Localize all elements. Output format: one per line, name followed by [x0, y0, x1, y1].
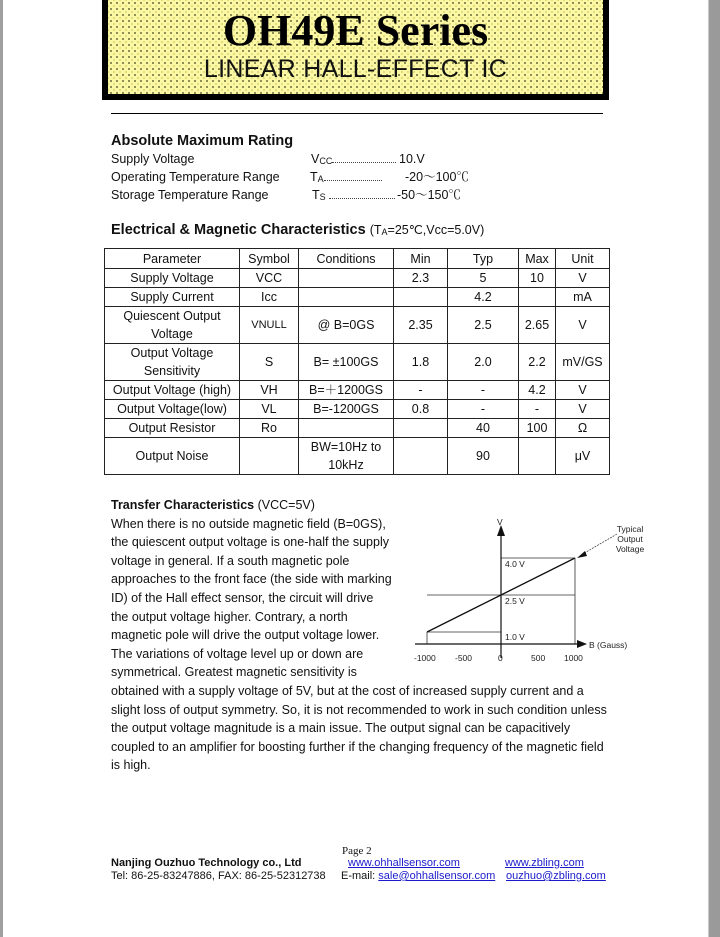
cell-parameter: Output Noise [105, 438, 240, 475]
col-header: Symbol [240, 249, 299, 269]
x-tick: 500 [531, 653, 546, 663]
footer-tel: Tel: 86-25-83247886, FAX: 86-25-52312738 [111, 870, 326, 882]
col-header: Max [519, 249, 556, 269]
table-row [105, 400, 610, 419]
cell-typ: 40 [448, 419, 519, 438]
cell-max: - [519, 400, 556, 419]
cell-unit: mA [556, 288, 610, 307]
abs-max-value: 10.V [399, 152, 425, 166]
table-row [105, 269, 610, 288]
cell-min: 1.8 [394, 344, 448, 381]
annotation-line: Typical [616, 524, 644, 534]
cell-min [394, 288, 448, 307]
cell-max: 2.2 [519, 344, 556, 381]
cell-max: 10 [519, 269, 556, 288]
cell-max: 100 [519, 419, 556, 438]
footer-email-link-1[interactable]: sale@ohhallsensor.com [378, 870, 496, 882]
table-row [105, 438, 610, 475]
footer-email: E-mail: sale@ohhallsensor.com [341, 870, 496, 882]
abs-max-symbol: $T_A$ [310, 168, 382, 188]
cell-symbol: VL [240, 400, 299, 419]
table-row [105, 288, 610, 307]
transfer-chart [405, 510, 655, 670]
elec-heading: Electrical & Magnetic Characteristics $(T_A=25℃,Vcc=5.0V)$ [111, 222, 485, 238]
elec-conditions: $(T_A=25℃,Vcc=5.0V)$ [369, 223, 485, 237]
abs-max-value: -50～150℃ [397, 188, 461, 202]
abs-max-label: Supply Voltage [111, 152, 195, 166]
abs-max-symbol: $V_{CC}$ [311, 150, 396, 170]
cell-typ: 4.2 [448, 288, 519, 307]
abs-max-row-supply [111, 150, 511, 168]
transfer-line: the output voltage magnitude is a main issue. The output signal can be capacitively [111, 721, 571, 736]
cell-conditions [299, 269, 394, 288]
cell-parameter: Quiescent Output Voltage [105, 307, 240, 344]
x-axis-arrow-icon [577, 640, 587, 648]
cell-typ: - [448, 381, 519, 400]
cell-unit: V [556, 307, 610, 344]
cell-typ: 2.0 [448, 344, 519, 381]
transfer-line: approaches to the front face (the side with marking [111, 572, 392, 587]
cell-conditions: B=-1200GS [299, 400, 394, 419]
cell-parameter: Output Resistor [105, 419, 240, 438]
cell-parameter: Output Voltage(low) [105, 400, 240, 419]
abs-max-symbol: $T_S$ [312, 186, 395, 206]
y-label-1v: 1.0 V [505, 632, 525, 642]
transfer-line: When there is no outside magnetic field (B=0GS), [111, 516, 386, 531]
cell-typ: 2.5 [448, 307, 519, 344]
cell-max [519, 288, 556, 307]
x-tick: -500 [455, 653, 473, 663]
cell-conditions [299, 419, 394, 438]
y-label-4v: 4.0 V [505, 559, 525, 569]
col-header: Unit [556, 249, 610, 269]
transfer-line: the output voltage higher. Contrary, a north [111, 609, 348, 624]
x-tick: 1000 [564, 653, 583, 663]
x-tick: 0 [498, 653, 503, 663]
abs-max-value: -20～100℃ [405, 170, 469, 184]
cell-min [394, 419, 448, 438]
abs-max-row-operating [111, 168, 511, 186]
cell-max [519, 438, 556, 475]
cell-unit: V [556, 400, 610, 419]
cell-parameter: Supply Voltage [105, 269, 240, 288]
spec-table [104, 248, 610, 475]
transfer-line: the quiescent output voltage is one-half the supply [111, 535, 389, 550]
cell-parameter: Output Voltage (high) [105, 381, 240, 400]
cell-symbol: VNULL [240, 307, 299, 344]
col-header: Parameter [105, 249, 240, 269]
cell-typ: 90 [448, 438, 519, 475]
table-row [105, 344, 610, 381]
cell-max: 4.2 [519, 381, 556, 400]
annotation-line: Voltage [615, 544, 645, 554]
table-row [105, 307, 610, 344]
cell-min: 2.35 [394, 307, 448, 344]
cell-symbol: Ro [240, 419, 299, 438]
cell-unit: V [556, 381, 610, 400]
table-row [105, 419, 610, 438]
product-subtitle: LINEAR HALL-EFFECT IC [203, 55, 508, 83]
table-header-row [105, 249, 610, 269]
footer-company: Nanjing Ouzhuo Technology co., Ltd [111, 857, 302, 869]
transfer-line: obtained with a supply voltage of 5V, but at the cost of increased supply current and a [111, 683, 584, 698]
footer-email-link-2[interactable]: ouzhuo@zbling.com [506, 870, 606, 882]
transfer-line: slight loss of output symmetry. So, it is not recommended to work in such condition unless [111, 702, 607, 717]
table-row [105, 381, 610, 400]
cell-unit: μV [556, 438, 610, 475]
cell-conditions: B=＋1200GS [299, 381, 394, 400]
cell-max: 2.65 [519, 307, 556, 344]
transfer-line: magnetic pole will drive the output voltage lower. [111, 628, 380, 643]
cell-min: - [394, 381, 448, 400]
cell-min: 0.8 [394, 400, 448, 419]
col-header: Typ [448, 249, 519, 269]
col-header: Conditions [299, 249, 394, 269]
cell-conditions: B= ±100GS [299, 344, 394, 381]
transfer-line: ID) of the Hall effect sensor, the circuit will drive [111, 590, 374, 605]
col-header: Min [394, 249, 448, 269]
product-title: OH49E Series [222, 6, 489, 55]
cell-symbol: VH [240, 381, 299, 400]
transfer-line: The variations of voltage level up or down are [111, 646, 364, 661]
x-tick: -1000 [414, 653, 436, 663]
cell-conditions: BW=10Hz to 10kHz [299, 438, 394, 475]
y-axis-label: V [497, 517, 503, 527]
page-number: Page 2 [342, 845, 372, 857]
cell-unit: Ω [556, 419, 610, 438]
cell-conditions [299, 288, 394, 307]
cell-unit: mV/GS [556, 344, 610, 381]
abs-max-heading: Absolute Maximum Rating [111, 133, 294, 149]
cell-parameter: Supply Current [105, 288, 240, 307]
annotation-line: Output [617, 534, 643, 544]
cell-typ: - [448, 400, 519, 419]
cell-symbol: Icc [240, 288, 299, 307]
cell-conditions: @ B=0GS [299, 307, 394, 344]
title-banner [102, 0, 609, 100]
cell-typ: 5 [448, 269, 519, 288]
cell-symbol: VCC [240, 269, 299, 288]
cell-parameter: Output Voltage Sensitivity [105, 344, 240, 381]
footer-website-2[interactable]: www.zbling.com [505, 857, 584, 869]
cell-min: 2.3 [394, 269, 448, 288]
scrollbar-track[interactable] [708, 0, 720, 937]
footer-website-1[interactable]: www.ohhallsensor.com [348, 857, 460, 869]
cell-min [394, 438, 448, 475]
header-divider [111, 113, 603, 114]
x-axis-label: B (Gauss) [589, 640, 628, 650]
transfer-line: coupled to an amplifier for boosting further if the changing frequency of the magnetic field [111, 739, 604, 754]
window-edge-left [0, 0, 3, 937]
y-label-2-5v: 2.5 V [505, 596, 525, 606]
cell-unit: V [556, 269, 610, 288]
cell-symbol [240, 438, 299, 475]
abs-max-label: Operating Temperature Range [111, 170, 280, 184]
abs-max-label: Storage Temperature Range [111, 188, 269, 202]
transfer-line: voltage in general. If a south magnetic pole [111, 553, 350, 568]
transfer-heading: Transfer Characteristics (VCC=5V) [111, 498, 315, 512]
cell-symbol: S [240, 344, 299, 381]
transfer-line: symmetrical. Greatest magnetic sensitivity is [111, 665, 357, 680]
abs-max-row-storage [111, 186, 511, 204]
transfer-line: is high. [111, 758, 151, 773]
